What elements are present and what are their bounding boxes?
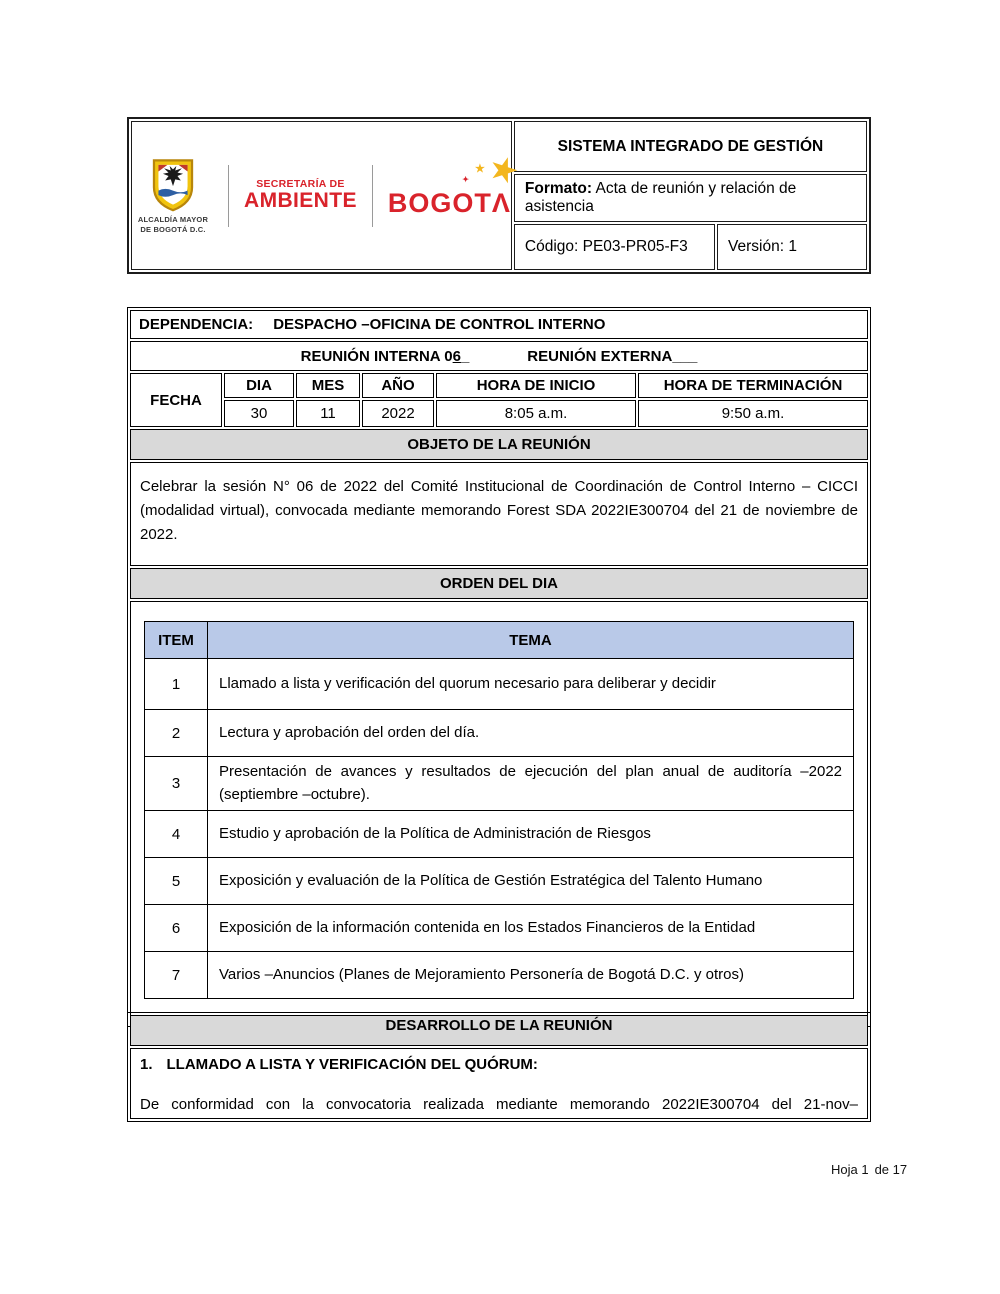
desarrollo-body <box>130 1048 868 1119</box>
date-header-hora-terminacion: HORA DE TERMINACIÓN <box>638 373 868 398</box>
table-row <box>145 757 854 811</box>
agenda-header-item: ITEM <box>145 622 208 659</box>
format-label: Formato: <box>524 180 593 197</box>
agenda-item-tema: Llamado a lista y verificación del quorum necesario para deliberar y decidir <box>208 659 854 710</box>
table-row <box>145 858 854 905</box>
alcaldia-crest <box>133 157 213 235</box>
date-header-hora-inicio: HORA DE INICIO <box>436 373 636 398</box>
format-value: Acta de reunión y relación de asistencia <box>524 180 797 215</box>
desarrollo-item1-heading <box>140 1056 858 1073</box>
logo-group <box>133 150 523 241</box>
date-value-hora-inicio: 8:05 a.m. <box>436 400 636 427</box>
objeto-title: OBJETO DE LA REUNIÓN <box>130 429 868 460</box>
table-row <box>145 710 854 757</box>
logo-divider <box>228 165 229 227</box>
version-label: Versión: <box>728 238 785 255</box>
agenda-item-tema: Lectura y aprobación del orden del día. <box>208 710 854 757</box>
agenda-item-tema: Exposición de la información contenida en los Estados Financieros de la Entidad <box>208 905 854 952</box>
agenda-item-tema: Estudio y aprobación de la Política de Administración de Riesgos <box>208 811 854 858</box>
date-value-mes: 11 <box>296 400 360 427</box>
table-row <box>145 659 854 710</box>
dependencia-row <box>130 310 868 339</box>
desarrollo-item1-number: 1. <box>140 1056 153 1073</box>
agenda-header-tema: TEMA <box>208 622 854 659</box>
reunion-externa-label: REUNIÓN EXTERNA <box>527 347 673 365</box>
desarrollo-item1-title: LLAMADO A LISTA Y VERIFICACIÓN DEL QUÓRUM: <box>166 1056 538 1073</box>
desarrollo-paragraph: De conformidad con la convocatoria realizada mediante memorando 2022IE300704 del 21-nov– <box>140 1096 858 1113</box>
table-row <box>145 952 854 999</box>
date-value-ano: 2022 <box>362 400 434 427</box>
agenda-table <box>144 621 854 999</box>
star-icon: ★ <box>485 150 523 191</box>
reunion-interna-blank: _ <box>460 347 470 365</box>
agenda-container <box>130 601 868 1024</box>
date-value-dia: 30 <box>224 400 294 427</box>
agenda-header-row <box>145 622 854 659</box>
page-number-suffix: de 17 <box>874 1162 908 1177</box>
agenda-item-number: 5 <box>145 858 208 905</box>
secretaria-line1: SECRETARÍA DE <box>256 177 345 190</box>
alcaldia-line1: ALCALDÍA MAYOR <box>137 214 209 224</box>
code-cell <box>514 224 715 270</box>
version-cell <box>717 224 867 270</box>
desarrollo-table <box>127 1012 871 1122</box>
reunion-interna-label: REUNIÓN INTERNA 0 <box>300 347 453 365</box>
star-icon: ✦ <box>462 175 470 184</box>
orden-title: ORDEN DEL DIA <box>130 568 868 599</box>
agenda-item-tema: Varios –Anuncios (Planes de Mejoramiento Personería de Bogotá D.C. y otros) <box>208 952 854 999</box>
objeto-text: Celebrar la sesión N° 06 de 2022 del Comité Institucional de Coordinación de Control Interno – CICCI (modalidad virtual), convocada mediante memorando Forest SDA 2022IE300704 del 21 de noviembre de 2022. <box>130 462 868 566</box>
meeting-type-row <box>130 341 868 371</box>
date-header-dia: DIA <box>224 373 294 398</box>
star-icon: ★ <box>475 163 486 175</box>
page-number-prefix: Hoja 1 <box>831 1162 869 1177</box>
table-row <box>145 811 854 858</box>
logo-cell <box>131 121 523 270</box>
bogota-wordmark: BOGOT <box>387 188 492 218</box>
date-header-ano: AÑO <box>362 373 434 398</box>
format-row <box>514 174 867 222</box>
agenda-item-number: 6 <box>145 905 208 952</box>
agenda-item-number: 7 <box>145 952 208 999</box>
secretaria-ambiente-logo <box>244 179 357 212</box>
table-row <box>145 905 854 952</box>
reunion-externa-blank: ___ <box>672 347 698 365</box>
bogota-logo <box>387 150 523 219</box>
code-label: Código: <box>524 238 579 255</box>
reunion-interna-number: 6 <box>452 347 461 365</box>
agenda-item-tema: Exposición y evaluación de la Política de Gestión Estratégica del Talento Humano <box>208 858 854 905</box>
date-value-hora-terminacion: 9:50 a.m. <box>638 400 868 427</box>
reunion-interna <box>301 348 470 365</box>
agenda-item-number: 2 <box>145 710 208 757</box>
desarrollo-title: DESARROLLO DE LA REUNIÓN <box>130 1015 868 1046</box>
meeting-info-table <box>127 307 871 1027</box>
dependencia-label: DEPENDENCIA: <box>139 316 254 333</box>
secretaria-line2: AMBIENTE <box>244 188 357 212</box>
dependencia-value: DESPACHO –OFICINA DE CONTROL INTERNO <box>273 316 606 333</box>
agenda-item-number: 4 <box>145 811 208 858</box>
date-header-mes: MES <box>296 373 360 398</box>
alcaldia-line2: DE BOGOTÁ D.C. <box>140 224 206 234</box>
agenda-item-number: 1 <box>145 659 208 710</box>
version-value: 1 <box>784 238 797 255</box>
agenda-item-number: 3 <box>145 757 208 811</box>
code-value: PE03-PR05-F3 <box>578 238 688 255</box>
system-title: SISTEMA INTEGRADO DE GESTIÓN <box>514 121 867 172</box>
agenda-item-tema: Presentación de avances y resultados de ejecución del plan anual de auditoría –2022 (septiembre –octubre). <box>208 757 854 811</box>
reunion-externa <box>527 348 697 365</box>
alcaldia-crest-icon <box>150 157 196 213</box>
page-number <box>831 1162 907 1177</box>
bogota-caret: Λ <box>491 188 510 218</box>
fecha-label-cell: FECHA <box>130 373 222 427</box>
format-header-table <box>127 117 871 274</box>
logo-divider <box>372 165 373 227</box>
alcaldia-caption <box>133 215 213 235</box>
